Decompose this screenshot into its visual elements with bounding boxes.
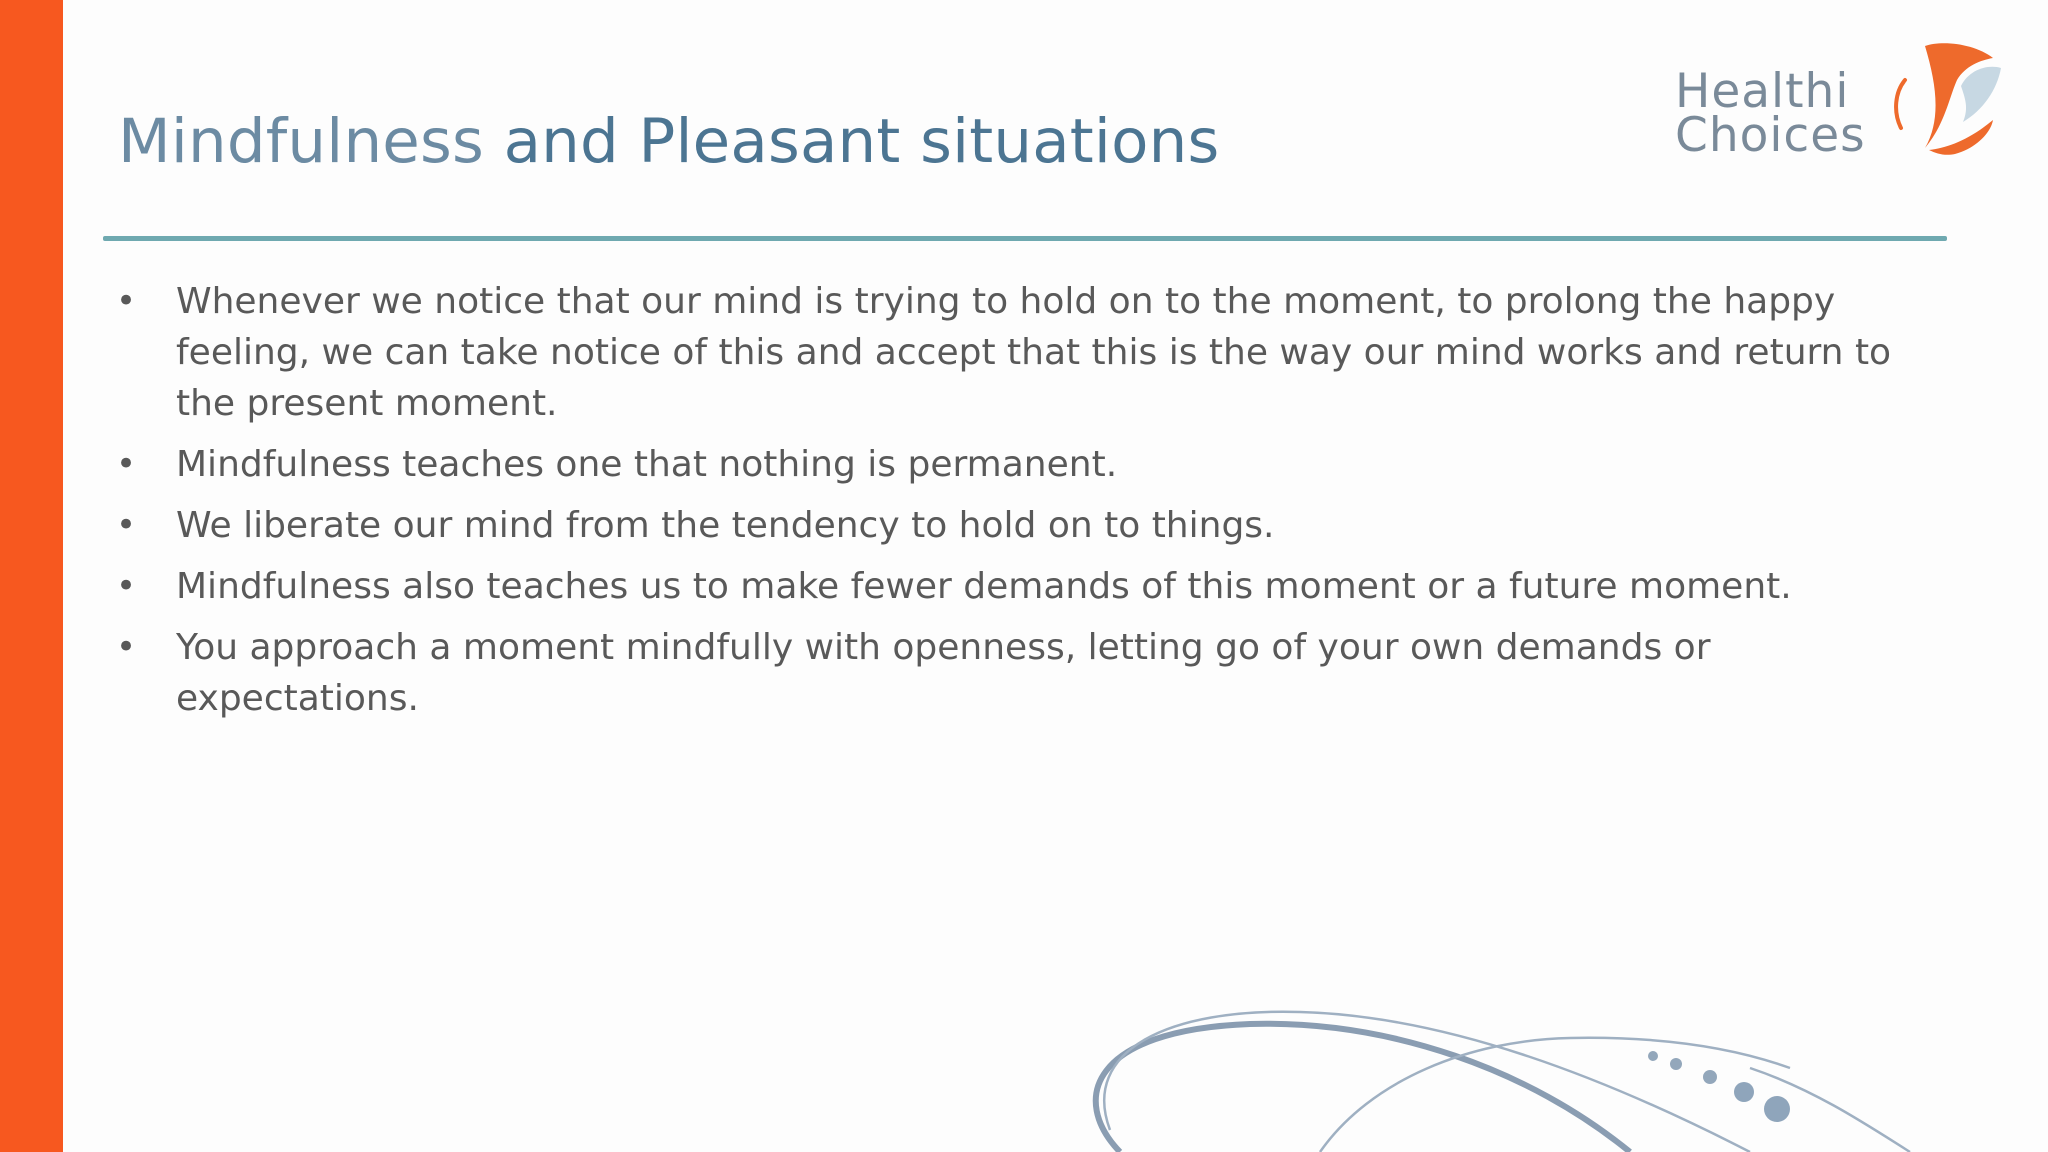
bullet-list [110, 276, 1930, 734]
bullet-text: We liberate our mind from the tendency to hold on to things. [176, 505, 1275, 546]
bullet-text: Whenever we notice that our mind is trying to hold on to the moment, to prolong the happy feeling, we can take notice of this and accept that this is the way our mind works and return to the present moment. [176, 281, 1892, 424]
bullet-dot-icon: • [116, 281, 137, 321]
orbit-swoosh-icon [1050, 990, 2048, 1152]
title-divider [103, 236, 1947, 241]
logo-text-line-2: Choices [1675, 108, 1866, 163]
bullet-dot-icon: • [116, 627, 137, 667]
title-part-1: Mindfulness [118, 106, 484, 177]
title-part-2: and Pleasant situations [503, 106, 1220, 177]
bullet-text: Mindfulness also teaches us to make fewer demands of this moment or a future moment. [176, 566, 1792, 607]
bullet-dot-icon: • [116, 566, 137, 606]
bullet-text: You approach a moment mindfully with openness, letting go of your own demands or expectations. [176, 627, 1711, 719]
bullet-item [110, 439, 1930, 490]
bullet-item [110, 500, 1930, 551]
bullet-item [110, 276, 1930, 429]
bullet-item [110, 622, 1930, 724]
bullet-dot-icon: • [116, 444, 137, 484]
sail-logo-mark-icon [1865, 40, 2010, 160]
slide-title [118, 102, 1219, 182]
bullet-dot-icon: • [116, 505, 137, 545]
logo-text-line-1: Healthi [1675, 64, 1850, 119]
healthi-choices-logo [1670, 38, 2010, 168]
bullet-text: Mindfulness teaches one that nothing is permanent. [176, 444, 1118, 485]
accent-bar [0, 0, 63, 1152]
bullet-item [110, 561, 1930, 612]
